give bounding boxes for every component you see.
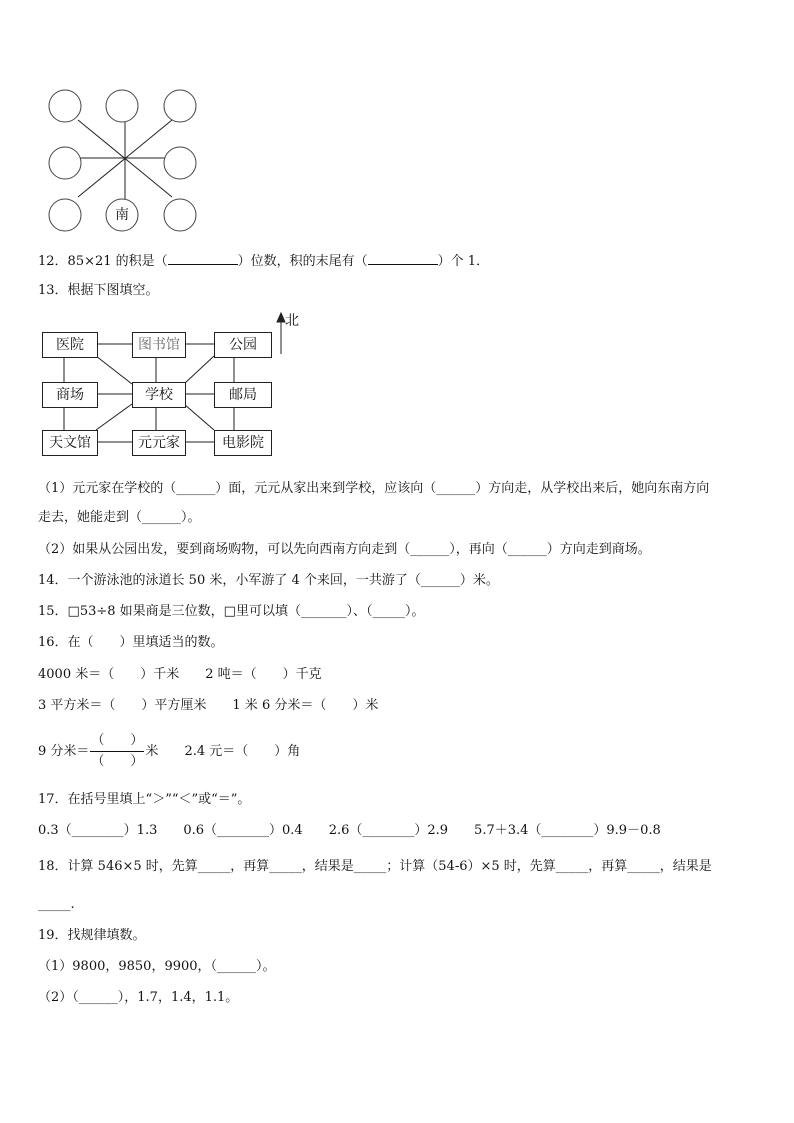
- q13-sub1-line2: 走去，她能走到（______）。: [38, 510, 201, 525]
- map-hospital: 医院: [42, 332, 98, 358]
- map-library: 图书馆: [132, 332, 186, 358]
- question-13: [38, 283, 159, 299]
- fraction-numerator[interactable]: （ ）: [91, 733, 144, 748]
- fraction-denominator[interactable]: （ ）: [91, 754, 144, 769]
- q16-row3-pre: 9 分米＝: [38, 744, 90, 759]
- north-label: 北: [285, 313, 299, 329]
- q13-sub2: （2）如果从公园出发，要到商场购物，可以先向西南方向走到（______），再向（______）方向走到商场。: [38, 542, 651, 557]
- question-17: 17．在括号里填上“＞”“＜”或“＝”。: [38, 792, 251, 807]
- q16-fraction: [89, 731, 145, 772]
- question-16: 16．在（ ）里填适当的数。: [38, 635, 224, 650]
- q12-blank-1[interactable]: [168, 251, 238, 265]
- map-yuanyuan-home: 元元家: [132, 430, 186, 456]
- map-planetarium: 天文馆: [42, 430, 98, 456]
- map-post-office: 邮局: [214, 382, 272, 408]
- south-label: 南: [115, 207, 129, 223]
- map-park: 公园: [214, 332, 272, 358]
- map-school: 学校: [132, 382, 186, 408]
- q12-blank-2[interactable]: [368, 251, 438, 265]
- q19-sub2: （2）（______），1.7，1.4，1.1。: [38, 990, 239, 1005]
- q16-row3-post: 2.4 元＝（ ）角: [184, 744, 301, 759]
- question-15: 15．□53÷8 如果商是三位数，□里可以填（_______）、（_____）。: [38, 604, 425, 619]
- map-cinema: 电影院: [214, 430, 272, 456]
- question-18-line1: 18．计算 546×5 时，先算_____，再算_____，结果是_____；计算（54-6）×5 时，先算_____，再算_____，结果是: [38, 859, 712, 874]
- question-19: 19．找规律填数。: [38, 928, 146, 943]
- q16-row3-unit: 米: [145, 744, 159, 759]
- map-diagram: [36, 310, 316, 460]
- q12-number: 12．: [38, 254, 68, 269]
- q16-row-2: 3 平方米＝（ ）平方厘米 1 米 6 分米＝（ ）米: [38, 698, 379, 713]
- q12-mid: ）位数，积的末尾有（: [237, 254, 368, 269]
- q16-row-3: [38, 730, 300, 774]
- q16-row-1: 4000 米＝（ ）千米 2 吨＝（ ）千克: [38, 667, 322, 682]
- question-18-line2: _____.: [38, 897, 75, 912]
- q19-sub1: （1）9800，9850，9900，（______）。: [38, 959, 276, 974]
- question-14: 14．一个游泳池的泳道长 50 米，小军游了 4 个来回，一共游了（______）米。: [38, 573, 499, 588]
- map-mall: 商场: [42, 382, 98, 408]
- q17-row: 0.3（________）1.3 0.6（________）0.4 2.6（________）2.9 5.7＋3.4（________）9.9－0.8: [38, 823, 661, 838]
- q13-text: 根据下图填空。: [67, 283, 159, 298]
- q13-sub1-line1: （1）元元家在学校的（______）面，元元从家出来到学校，应该向（______）方向走，从学校出来后，她向东南方向: [38, 481, 710, 496]
- q12-pre: 85×21 的积是（: [67, 254, 168, 269]
- question-12: [38, 251, 489, 270]
- q13-number: 13．: [38, 283, 68, 298]
- compass-diagram: [40, 85, 210, 235]
- q12-post: ）个 1．: [437, 254, 490, 269]
